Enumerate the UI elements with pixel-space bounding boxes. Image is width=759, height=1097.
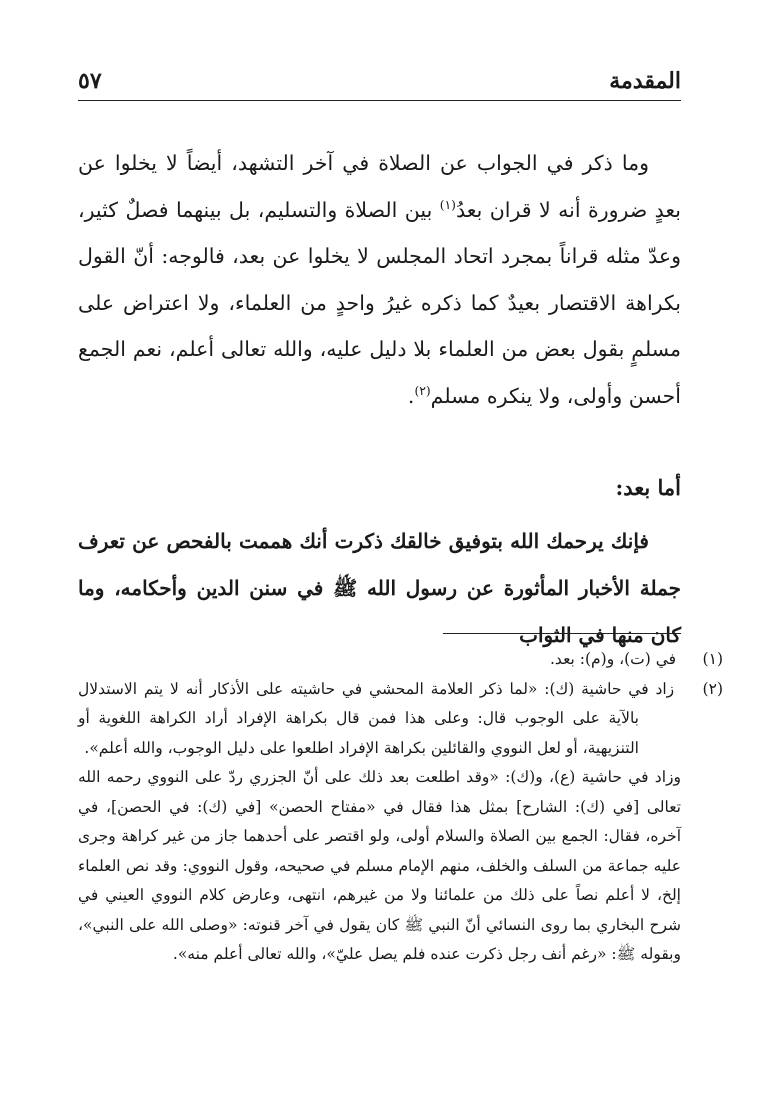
section-heading: أما بعد: [615,475,681,500]
footnote-2: (٢) زاد في حاشية (ك): «لما ذكر العلامة المحشي في حاشيته على الأذكار أنه لا يتم الاستدلال بالآية على الوجوب قال: وعلى هذا فمن قال بكراهة الإفراد أراد الكراهة اللغوية أو التنزيهية، أو لعل النووي والقائلين بكراهة الإفراد اطلعوا على دليل الوجوب، والله أعلم». [78,679,723,757]
header-rule [78,100,681,101]
footnotes [78,645,723,970]
paragraph-end: . [407,383,415,408]
page-number: ٥٧ [78,68,102,94]
footnote-text: زاد في حاشية (ك): «لما ذكر العلامة المحشي في حاشيته على الأذكار أنه لا يتم الاستدلال بالآية على الوجوب قال: وعلى هذا فمن قال بكراهة الإفراد أراد الكراهة اللغوية أو التنزيهية، أو لعل النووي والقائلين بكراهة الإفراد اطلعوا على دليل الوجوب، والله أعلم». [78,679,675,757]
body-paragraph-2: فإنك يرحمك الله بتوفيق خالقك ذكرت أنك هممت بالفحص عن تعرف جملة الأخبار المأثورة عن رسول الله ﷺ في سنن الدين وأحكامه، وما كان منها في الثواب [78,529,681,647]
footnote-separator [443,633,681,634]
footnote-ref-1[interactable]: (١) [439,197,456,212]
footnote-1: (١) في (ت)، و(م): بعد. [550,650,723,668]
footnote-ref-2[interactable]: (٢) [414,383,431,398]
section-title: المقدمة [609,68,681,94]
footnote-2-continued: وزاد في حاشية (ع)، و(ك): «وقد اطلعت بعد ذلك على أنّ الجزري ردّ على النووي رحمه الله تعالى [في (ك): الشارح] بمثل هذا فقال في «مفتاح الحصن» [في (ك): في الحصن]، في آخره، فقال: الجمع بين الصلاة والسلام أولى، ولو اقتصر على أحدهما جاز من غير كراهة وجرى عليه جماعة من السلف والخلف، منهم الإمام مسلم في صحيحه، وقول النووي: وقد نص العلماء إلخ، لا أعلم نصاً على ذلك من علمائنا ولا من غيرهم، انتهى، وعارض كلام النووي العيني في شرح البخاري بما روى النسائي أنّ النبي ﷺ كان يقول في آخر قنوته: «وصلى الله على النبي»، وبقوله ﷺ: «رغم أنف رجل ذكرت عنده فلم يصل عليّ»، والله تعالى أعلم منه». [78,768,681,963]
paragraph-text: وما ذكر في الجواب عن الصلاة في آخر التشهد، أيضاً لا يخلوا عن بعدٍ ضرورة أنه لا قران بعدُ [78,151,682,222]
footnote-text: في (ت)، و(م): بعد. [550,650,677,668]
paragraph-text: بين الصلاة والتسليم، بل بينهما فصلٌ كثير، وعدّ مثله قراناً بمجرد اتحاد المجلس لا يخلوا عن بعد، فالوجه: أنّ القول بكراهة الاقتصار بعيدٌ كما ذكره غيرُ واحدٍ من العلماء، ولا اعتراض على مسلمٍ بقول بعض من العلماء بلا دليل عليه، والله تعالى أعلم، نعم الجمع أحسن وأولى، ولا ينكره مسلم [78,197,681,408]
body-paragraph-1 [78,140,681,419]
running-header [78,60,681,94]
